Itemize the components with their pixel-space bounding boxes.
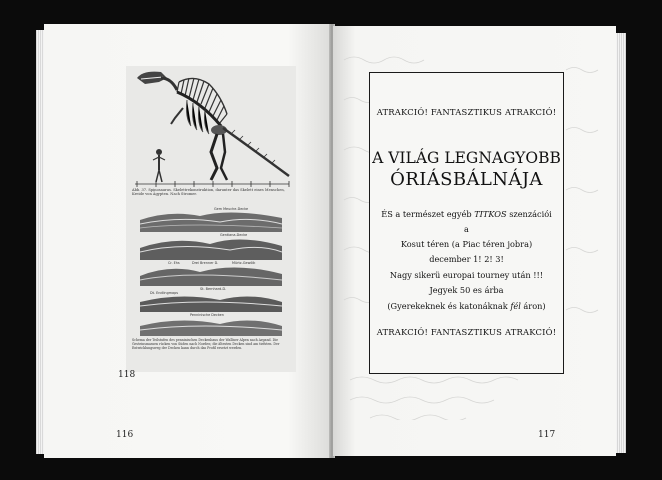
strata-label-1: Gem Meuche-Decke [214,207,249,211]
poster-line-5: Nagy sikerü europai tourney után !!! [389,270,544,280]
circus-poster [369,72,564,374]
strata-label-3: Cr. Ehs [168,261,180,265]
strata-label-2: Gentiana-Decke [220,233,248,237]
strata-profile-2 [140,239,282,260]
strata-profile-3 [140,267,282,286]
poster-headline-2: ÓRIÁSBÁLNÁJA [390,169,543,190]
poster-line-4: december 1! 2! 3! [429,254,504,264]
poster-headline-1: A VILÁG LEGNAGYOBB [372,149,561,167]
page-number-left: 116 [116,430,134,440]
poster-line-3: Kosut téren (a Piac téren jobra) [400,239,533,249]
poster-line-6: Jegyek 50 es árba [429,285,504,295]
figure-caption-bottom: Schema der Teilstufen des penninischen Deckenbaus der Walliser Alpen nach Argand. Die Gesteinsmassen rücken von Süden nach Norden; die ältesten Decken sind am tiefsten. Der Entwicklungsweg der Decken kann durch das Profil ersetzt werden. [132,338,280,350]
strata-profile-5 [140,320,282,336]
strata-label-7: Dt. Endlingmaps [150,291,179,295]
strata-label-5: Mürtz-Gewölk [232,261,256,265]
alpine-nappe-cross-sections [140,206,282,338]
figure-caption-top: Abb. 37. Spinosaurus. Skelettrekonstruktion, darunter das Skelett eines Menschen, Kreide von Ägypten. Nach Stromer. [132,188,285,197]
strata-label-6: St. Bernhard-D. [200,287,227,291]
strata-label-8: Penninische Decken [190,313,224,317]
poster-line-2: a [464,224,469,234]
page-number-right: 117 [538,430,556,440]
poster-line-7: (Gyerekeknek és katonáknak fél áron) [387,301,546,311]
poster-bottom-banner: ATRAKCIÓ! FANTASZTIKUS ATRAKCIÓ! [376,327,557,337]
poster-top-banner: ATRAKCIÓ! FANTASZTIKUS ATRAKCIÓ! [376,107,557,117]
paleontology-figure [126,66,296,372]
strata-profile-1 [140,212,282,232]
strata-label-4: Drei Brenner D. [192,261,219,265]
spinosaurus-skeleton-illustration [131,68,291,188]
strata-profile-4 [140,296,282,312]
poster-line-1: ÉS a természet egyéb TITKOS szenzációi [381,209,552,219]
figure-folio-number: 118 [118,370,136,380]
